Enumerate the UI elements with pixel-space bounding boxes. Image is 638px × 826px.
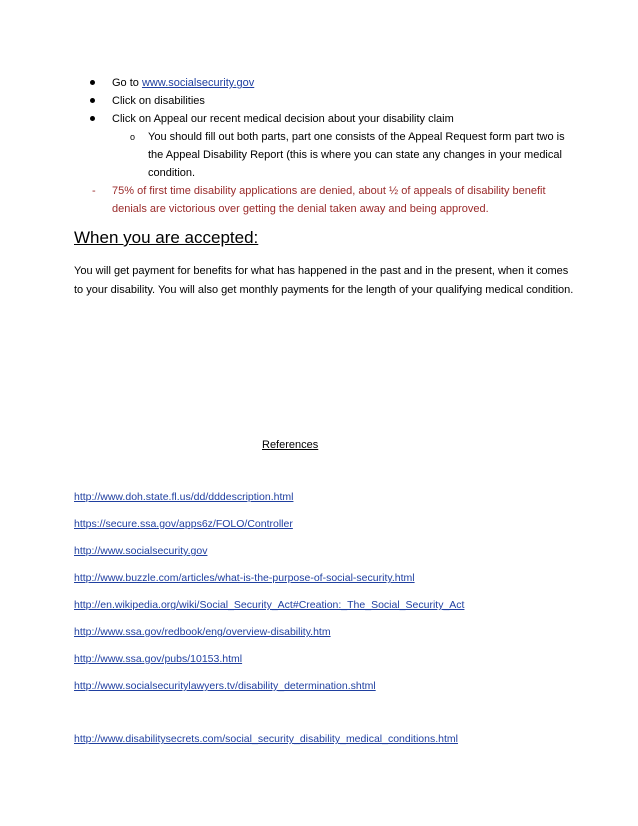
dash-bullet-icon: - [92, 185, 96, 197]
denial-statistics-note: 75% of first time disability applications are denied, about ½ of appeals of disability benefit denials are victorious over getting the denial taken away and being approved. [112, 185, 546, 215]
step-text: Click on Appeal our recent medical decision about your disability claim [112, 113, 454, 125]
bullet-icon [90, 80, 95, 85]
reference-link[interactable]: https://secure.ssa.gov/apps6z/FOLO/Controller [74, 518, 293, 530]
reference-link[interactable]: http://www.socialsecuritylawyers.tv/disability_determination.shtml [74, 680, 376, 692]
reference-link[interactable]: http://www.ssa.gov/redbook/eng/overview-disability.htm [74, 626, 331, 638]
steps-list [90, 74, 570, 128]
reference-link[interactable]: http://www.doh.state.fl.us/dd/dddescription.html [74, 491, 294, 503]
reference-link[interactable]: http://www.socialsecurity.gov [74, 545, 208, 557]
list-item [90, 92, 570, 110]
reference-link[interactable]: http://www.ssa.gov/pubs/10153.html [74, 653, 243, 665]
section-heading: When you are accepted: [74, 228, 259, 247]
reference-link[interactable]: http://www.disabilitysecrets.com/social_security_disability_medical_conditions.html [74, 733, 458, 745]
accepted-paragraph: You will get payment for benefits for what has happened in the past and in the present, when it comes to your disability. You will also get monthly payments for the length of your qualifying medical condition. [74, 265, 574, 296]
sub-bullet-icon: o [130, 132, 136, 142]
bullet-icon [90, 116, 95, 121]
list-item [90, 74, 570, 92]
bullet-icon [90, 98, 95, 103]
step-prefix: Go to [112, 77, 142, 89]
step-text: Click on disabilities [112, 95, 205, 107]
list-item [90, 110, 570, 128]
reference-link[interactable]: http://www.buzzle.com/articles/what-is-the-purpose-of-social-security.html [74, 572, 415, 584]
reference-link[interactable]: http://en.wikipedia.org/wiki/Social_Security_Act#Creation:_The_Social_Security_Act [74, 599, 465, 611]
references-title: References [262, 439, 319, 451]
sub-step-text: You should fill out both parts, part one consists of the Appeal Request form part two is the Appeal Disability Report (this is where you can state any changes in your medical condition. [148, 131, 565, 179]
socialsecurity-link[interactable]: www.socialsecurity.gov [141, 77, 255, 89]
